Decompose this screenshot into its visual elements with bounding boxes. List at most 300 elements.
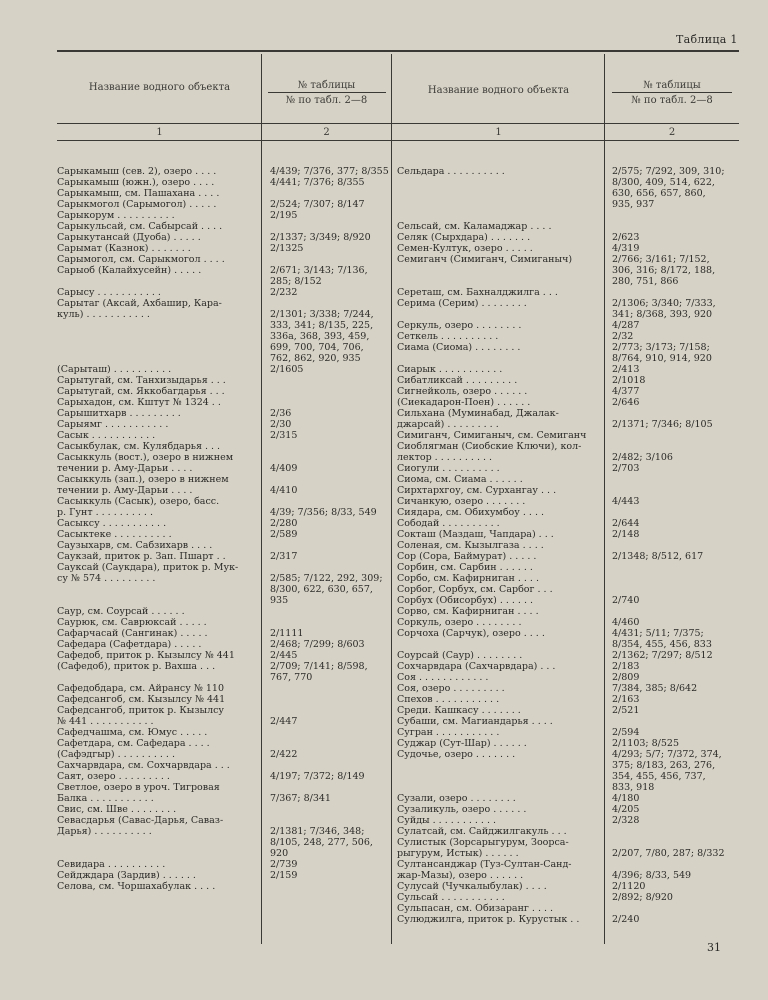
table-row xyxy=(57,760,392,771)
table-row xyxy=(57,540,392,551)
water-body-name: Сафедчашма, см. Юмус . . . . . xyxy=(57,727,208,738)
water-body-name: Сарыкутансай (Дуоба) . . . . . xyxy=(57,232,201,243)
right-entry-list xyxy=(397,166,740,925)
header-name-left: Название водного объекта xyxy=(88,82,231,93)
table-row xyxy=(57,683,392,694)
table-row xyxy=(397,397,740,408)
water-body-name: Сузали, озеро . . . . . . . . xyxy=(397,793,516,804)
water-body-name: лектор . . . . . . . . . . xyxy=(397,452,493,463)
table-row xyxy=(57,397,392,408)
water-body-name: р. Гунт . . . . . . . . . . xyxy=(57,507,153,518)
table-row xyxy=(57,848,392,859)
water-body-name: Серима (Серим) . . . . . . . . xyxy=(397,298,527,309)
water-body-name: Султансанджар (Туз-Султан-Санд- xyxy=(397,859,572,870)
water-body-name: Сорбух (Обисорбух) . . . . . . xyxy=(397,595,534,606)
table-row xyxy=(397,474,740,485)
water-body-name: Светлое, озеро в уроч. Тигровая xyxy=(57,782,220,793)
water-body-name: течении р. Аму-Дарьи . . . . xyxy=(57,485,193,496)
water-body-name: Саурюк, см. Саврюксай . . . . . xyxy=(57,617,207,628)
table-reference: 2/317 xyxy=(270,551,298,562)
water-body-name: Серкуль, озеро . . . . . . . . xyxy=(397,320,522,331)
table-row xyxy=(397,628,740,639)
table-row xyxy=(57,562,392,573)
table-reference xyxy=(270,496,392,507)
table-reference: 2/232 xyxy=(270,287,298,298)
page-number: 31 xyxy=(707,941,721,954)
table-reference xyxy=(270,738,392,749)
table-row xyxy=(397,529,740,540)
table-reference: 2/1018 xyxy=(612,375,646,386)
table-reference: 4/439; 7/376, 377; 8/355 xyxy=(270,166,389,177)
water-body-name: Сулусай (Чучкалыбулак) . . . . xyxy=(397,881,547,892)
table-reference: 2/1301; 3/338; 7/244, xyxy=(270,309,374,320)
water-body-name: Сауксай (Саукдара), приток р. Мук- xyxy=(57,562,239,573)
water-body-name: Сугран . . . . . . . . . . . xyxy=(397,727,500,738)
table-reference: 2/1348; 8/512, 617 xyxy=(612,551,704,562)
table-row xyxy=(397,903,740,914)
table-reference: 2/422 xyxy=(270,749,298,760)
table-row xyxy=(57,529,392,540)
water-body-name: куль) . . . . . . . . . . . xyxy=(57,309,150,320)
water-body-name: Сокташ (Маздаш, Чапдара) . . . xyxy=(397,529,554,540)
table-row xyxy=(57,474,392,485)
table-reference: 2/703 xyxy=(612,463,640,474)
table-row xyxy=(57,452,392,463)
table-row xyxy=(57,727,392,738)
table-reference: 2/766; 3/161; 7/152, xyxy=(612,254,710,265)
water-body-name: Суджар (Сут-Шар) . . . . . . xyxy=(397,738,527,749)
water-body-name: Сафедоб, приток р. Кызылсу № 441 xyxy=(57,650,235,661)
table-reference: 2/1306; 3/340; 7/333, xyxy=(612,298,716,309)
table-row xyxy=(397,419,740,430)
table-row xyxy=(57,661,392,672)
table-row xyxy=(397,430,740,441)
water-body-name xyxy=(57,672,257,683)
table-row xyxy=(397,265,740,276)
water-body-name: (Сиекадарон-Поен) . . . . . . xyxy=(397,397,531,408)
table-row xyxy=(397,584,740,595)
table-row xyxy=(397,496,740,507)
table-row xyxy=(397,639,740,650)
table-row xyxy=(397,694,740,705)
table-reference xyxy=(612,210,740,221)
table-row xyxy=(397,595,740,606)
table-reference: 2/413 xyxy=(612,364,640,375)
water-body-name: Свис, см. Шве . . . . . . . . xyxy=(57,804,177,815)
table-reference: 2/594 xyxy=(612,727,640,738)
table-row xyxy=(57,837,392,848)
water-body-name: Субаши, см. Магиандарья . . . . xyxy=(397,716,553,727)
table-row xyxy=(57,375,392,386)
table-row xyxy=(57,485,392,496)
table-reference: 2/739 xyxy=(270,859,298,870)
table-reference: 8/300, 409, 514, 622, xyxy=(612,177,715,188)
table-row xyxy=(57,518,392,529)
water-body-name: № 441 . . . . . . . . . . . xyxy=(57,716,154,727)
table-reference: 7/384, 385; 8/642 xyxy=(612,683,698,694)
table-reference: 2/1103; 8/525 xyxy=(612,738,680,749)
table-reference: 920 xyxy=(270,848,289,859)
table-row xyxy=(57,826,392,837)
water-body-name: Сарыоб (Калайхусейн) . . . . . xyxy=(57,265,202,276)
table-reference: 4/287 xyxy=(612,320,640,331)
water-body-name: Сарышитхарв . . . . . . . . . xyxy=(57,408,181,419)
table-reference xyxy=(612,562,740,573)
table-row xyxy=(397,551,740,562)
water-body-name: Сарыкамыш, см. Пашахана . . . . xyxy=(57,188,220,199)
table-row xyxy=(397,804,740,815)
table-row xyxy=(397,749,740,760)
table-row xyxy=(397,540,740,551)
water-body-name: Сарымогол, см. Сарыкмогол . . . . xyxy=(57,254,225,265)
table-row xyxy=(57,815,392,826)
table-reference xyxy=(270,606,392,617)
table-reference: 8/354, 455, 456, 833 xyxy=(612,639,712,650)
table-row xyxy=(57,595,392,606)
water-body-name xyxy=(57,276,257,287)
header-number-right-line2: № по табл. 2—8 xyxy=(631,95,713,106)
water-body-name xyxy=(397,782,600,793)
table-reference xyxy=(270,188,392,199)
water-body-name: Сасыксу . . . . . . . . . . . xyxy=(57,518,167,529)
water-body-name xyxy=(397,177,600,188)
table-reference xyxy=(270,221,392,232)
table-reference: 4/410 xyxy=(270,485,298,496)
water-body-name: Саукзай, приток р. Зап. Пшарт . . xyxy=(57,551,226,562)
water-body-name: Сиарык . . . . . . . . . . . xyxy=(397,364,503,375)
table-row xyxy=(57,166,392,177)
table-reference: 354, 455, 456, 737, xyxy=(612,771,706,782)
table-reference xyxy=(270,562,392,573)
water-body-name: Семен-Култук, озеро . . . . . xyxy=(397,243,533,254)
header-number-left-line2: № по табл. 2—8 xyxy=(285,95,368,106)
table-reference: 333, 341; 8/135, 225, xyxy=(270,320,374,331)
water-body-name: Соркуль, озеро . . . . . . . . xyxy=(397,617,522,628)
table-reference: 2/468; 7/299; 8/603 xyxy=(270,639,365,650)
header-number-right-line1: № таблицы xyxy=(643,80,701,91)
table-row xyxy=(397,738,740,749)
table-reference xyxy=(612,287,740,298)
table-reference xyxy=(612,903,740,914)
table-row xyxy=(397,507,740,518)
table-reference: 8/105, 248, 277, 506, xyxy=(270,837,373,848)
table-row xyxy=(397,177,740,188)
table-row xyxy=(397,441,740,452)
table-reference xyxy=(612,837,740,848)
table-reference: 2/328 xyxy=(612,815,640,826)
table-reference xyxy=(270,727,392,738)
table-reference: 2/148 xyxy=(612,529,640,540)
table-reference xyxy=(612,716,740,727)
table-row xyxy=(57,650,392,661)
water-body-name: Сарытаг (Аксай, Ахбашир, Кара- xyxy=(57,298,222,309)
water-body-name: Соленая, см. Кызылгаза . . . . xyxy=(397,540,544,551)
table-reference: 2/1605 xyxy=(270,364,304,375)
table-row xyxy=(57,287,392,298)
water-body-name: Сасыккуль (зап.), озеро в нижнем xyxy=(57,474,229,485)
water-body-name: Соя . . . . . . . . . . . . xyxy=(397,672,489,683)
table-reference xyxy=(270,694,392,705)
water-body-name xyxy=(397,353,600,364)
table-row xyxy=(57,364,392,375)
water-body-name: Сиоблягман (Сиобские Ключи), кол- xyxy=(397,441,582,452)
table-reference: 2/1111 xyxy=(270,628,304,639)
header-number-left-subrule xyxy=(268,92,386,93)
table-row xyxy=(57,804,392,815)
table-reference: 2/32 xyxy=(612,331,634,342)
table-reference xyxy=(270,705,392,716)
table-row xyxy=(57,386,392,397)
table-reference: 762, 862, 920, 935 xyxy=(270,353,361,364)
table-reference: 2/1337; 3/349; 8/920 xyxy=(270,232,371,243)
water-body-name: Сарымат (Казнок) . . . . . . . xyxy=(57,243,191,254)
water-body-name: Соурсай (Саур) . . . . . . . . xyxy=(397,650,523,661)
table-reference: 699, 700, 704, 706, xyxy=(270,342,364,353)
table-row xyxy=(57,199,392,210)
water-body-name: Сиогули . . . . . . . . . . xyxy=(397,463,500,474)
table-row xyxy=(397,463,740,474)
table-row xyxy=(397,914,740,925)
table-reference: 2/575; 7/292, 309, 310; xyxy=(612,166,725,177)
water-body-name: су № 574 . . . . . . . . . xyxy=(57,573,156,584)
table-reference: 4/431; 5/11; 7/375; xyxy=(612,628,704,639)
table-row xyxy=(57,265,392,276)
table-reference: 2/207, 7/80, 287; 8/332 xyxy=(612,848,725,859)
table-reference: 336а, 368, 393, 459, xyxy=(270,331,370,342)
water-body-name xyxy=(397,276,600,287)
table-row xyxy=(397,881,740,892)
table-row xyxy=(397,243,740,254)
table-row xyxy=(397,232,740,243)
water-body-name: Среди. Кашкасу . . . . . . . xyxy=(397,705,521,716)
table-row xyxy=(57,342,392,353)
water-body-name: Сулистык (Зорсарыгурум, Зоорса- xyxy=(397,837,569,848)
table-reference: 833, 918 xyxy=(612,782,655,793)
water-body-name: (Сафедоб), приток р. Вахша . . . xyxy=(57,661,216,672)
table-row xyxy=(57,738,392,749)
table-row xyxy=(57,639,392,650)
table-row xyxy=(397,771,740,782)
table-reference xyxy=(612,430,740,441)
table-reference: 4/396; 8/33, 549 xyxy=(612,870,692,881)
water-body-name: Сарыкамыш (южн.), озеро . . . . xyxy=(57,177,215,188)
table-row xyxy=(397,485,740,496)
table-row xyxy=(57,463,392,474)
table-reference: 2/809 xyxy=(612,672,640,683)
water-body-name: Сейдждара (Зардив) . . . . . . xyxy=(57,870,196,881)
table-reference: 4/197; 7/372; 8/149 xyxy=(270,771,365,782)
table-reference: 2/445 xyxy=(270,650,298,661)
table-row xyxy=(397,342,740,353)
table-reference: 2/240 xyxy=(612,914,640,925)
water-body-name: Сарыямг . . . . . . . . . . . xyxy=(57,419,169,430)
table-row xyxy=(397,760,740,771)
table-row xyxy=(397,815,740,826)
table-row xyxy=(57,221,392,232)
table-row xyxy=(57,672,392,683)
table-row xyxy=(397,452,740,463)
water-body-name xyxy=(397,199,600,210)
column-number-1-left: 1 xyxy=(156,127,163,138)
table-reference: 2/589 xyxy=(270,529,298,540)
table-row xyxy=(57,507,392,518)
table-row xyxy=(397,188,740,199)
water-body-name: Сахчарвдара, см. Сохчарвдара . . . xyxy=(57,760,230,771)
table-reference: 630, 656, 657, 860, xyxy=(612,188,706,199)
table-reference xyxy=(270,804,392,815)
table-reference xyxy=(270,540,392,551)
water-body-name xyxy=(397,210,600,221)
table-reference: 2/1325 xyxy=(270,243,304,254)
column-number-2-right: 2 xyxy=(668,127,676,138)
table-reference: 2/36 xyxy=(270,408,292,419)
water-body-name: Сеткель . . . . . . . . . . xyxy=(397,331,499,342)
table-reference: 2/280 xyxy=(270,518,298,529)
table-reference: 2/482; 3/106 xyxy=(612,452,673,463)
table-reference xyxy=(612,221,740,232)
table-reference xyxy=(612,408,740,419)
table-row xyxy=(397,650,740,661)
table-row xyxy=(57,584,392,595)
water-body-name: Соя, озеро . . . . . . . . . xyxy=(397,683,505,694)
table-reference: 2/30 xyxy=(270,419,292,430)
table-row xyxy=(57,331,392,342)
table-row xyxy=(397,320,740,331)
table-row xyxy=(397,353,740,364)
water-body-name: Сиама (Сиома) . . . . . . . . xyxy=(397,342,521,353)
water-body-name: Сиядара, см. Обихумбоу . . . . xyxy=(397,507,545,518)
water-body-name: Сулатсай, см. Сайджилгакуль . . . xyxy=(397,826,567,837)
table-row xyxy=(397,892,740,903)
table-reference: 8/300, 622, 630, 657, xyxy=(270,584,373,595)
table-row xyxy=(397,364,740,375)
water-body-name xyxy=(57,837,257,848)
table-reference xyxy=(270,815,392,826)
table-reference: 2/1362; 7/297; 8/512 xyxy=(612,650,713,661)
water-body-name: Сарыкамыш (сев. 2), озеро . . . . xyxy=(57,166,217,177)
table-row xyxy=(57,694,392,705)
water-body-name: Сафедсангоб, см. Кызылсу № 441 xyxy=(57,694,226,705)
water-body-name: Сарытугай, см. Яккобагдарья . . . xyxy=(57,386,225,397)
column-number-2-left: 2 xyxy=(323,127,330,138)
table-label: Таблица 1 xyxy=(676,33,738,46)
table-reference: 4/319 xyxy=(612,243,640,254)
water-body-name xyxy=(57,331,257,342)
table-row xyxy=(397,408,740,419)
water-body-name: Сельдара . . . . . . . . . . xyxy=(397,166,505,177)
water-body-name: Селяк (Сырхдара) . . . . . . . xyxy=(397,232,531,243)
column-number-top-rule xyxy=(57,123,739,124)
table-reference: 2/195 xyxy=(270,210,298,221)
table-row xyxy=(397,716,740,727)
water-body-name: Саузыхарв, см. Сабзихарв . . . . xyxy=(57,540,213,551)
table-reference: 2/163 xyxy=(612,694,640,705)
table-reference xyxy=(612,859,740,870)
water-body-name xyxy=(57,342,257,353)
water-body-name: Сорбин, см. Сарбин . . . . . . xyxy=(397,562,533,573)
water-body-name: Сарыкульсай, см. Сабырсай . . . . xyxy=(57,221,223,232)
table-row xyxy=(57,298,392,309)
water-body-name: Сульсай . . . . . . . . . . . xyxy=(397,892,505,903)
table-reference xyxy=(612,441,740,452)
water-body-name xyxy=(397,760,600,771)
table-row xyxy=(57,276,392,287)
table-row xyxy=(397,782,740,793)
table-row xyxy=(397,166,740,177)
table-reference: 2/1120 xyxy=(612,881,646,892)
table-reference xyxy=(612,507,740,518)
water-body-name: Сереташ, см. Бахналджилга . . . xyxy=(397,287,558,298)
water-body-name xyxy=(57,353,257,364)
table-reference xyxy=(270,254,392,265)
water-body-name: Сигнейколь, озеро . . . . . . xyxy=(397,386,528,397)
table-row xyxy=(57,793,392,804)
water-body-name xyxy=(57,595,257,606)
table-row xyxy=(57,496,392,507)
water-body-name: Севасдарья (Савас-Дарья, Саваз- xyxy=(57,815,224,826)
table-row xyxy=(57,771,392,782)
table-row xyxy=(57,254,392,265)
water-body-name: Сасыктеке . . . . . . . . . . xyxy=(57,529,172,540)
water-body-name: Сорбо, см. Кафирниган . . . . xyxy=(397,573,539,584)
table-reference: 935, 937 xyxy=(612,199,655,210)
water-body-name: Спехов . . . . . . . . . . . xyxy=(397,694,500,705)
table-reference: 285; 8/152 xyxy=(270,276,322,287)
water-body-name: жар-Мазы), озеро . . . . . . xyxy=(397,870,524,881)
table-row xyxy=(397,221,740,232)
table-row xyxy=(397,276,740,287)
water-body-name: Сорбог, Сорбух, см. Сарбог . . . xyxy=(397,584,553,595)
water-body-name: Сафарчасай (Сангинак) . . . . . xyxy=(57,628,208,639)
table-reference: 2/315 xyxy=(270,430,298,441)
table-row xyxy=(397,672,740,683)
water-body-name: Сильхана (Муминабад, Джалак- xyxy=(397,408,559,419)
table-row xyxy=(397,606,740,617)
table-reference: 2/1371; 7/346; 8/105 xyxy=(612,419,713,430)
water-body-name: Сарысу . . . . . . . . . . . xyxy=(57,287,161,298)
table-reference xyxy=(270,881,392,892)
water-body-name: Семиганч (Симиганч, Симиганыч) xyxy=(397,254,573,265)
table-row xyxy=(57,606,392,617)
water-body-name: Суйды . . . . . . . . . . . xyxy=(397,815,497,826)
table-row xyxy=(397,617,740,628)
table-reference: 935 xyxy=(270,595,289,606)
table-reference: 2/585; 7/122, 292, 309; xyxy=(270,573,383,584)
table-row xyxy=(57,870,392,881)
table-row xyxy=(57,628,392,639)
table-row xyxy=(57,551,392,562)
table-row xyxy=(397,793,740,804)
table-row xyxy=(397,727,740,738)
table-reference: 4/441; 7/376; 8/355 xyxy=(270,177,365,188)
table-reference: 4/409 xyxy=(270,463,298,474)
table-row xyxy=(397,254,740,265)
water-body-name: течении р. Аму-Дарьи . . . . xyxy=(57,463,193,474)
water-body-name: джарсай) . . . . . . . . . xyxy=(397,419,499,430)
table-row xyxy=(397,331,740,342)
table-row xyxy=(397,859,740,870)
water-body-name: Сибатликсай . . . . . . . . . xyxy=(397,375,518,386)
table-row xyxy=(57,705,392,716)
table-reference: 4/293; 5/7; 7/372, 374, xyxy=(612,749,722,760)
table-reference: 2/524; 7/307; 8/147 xyxy=(270,199,365,210)
water-body-name: Севидара . . . . . . . . . . xyxy=(57,859,166,870)
table-row xyxy=(57,188,392,199)
water-body-name: Сохчарвдара (Сахчарвдара) . . . xyxy=(397,661,556,672)
table-reference: 2/1381; 7/346, 348; xyxy=(270,826,365,837)
water-body-name: Сарыхадон, см. Кштут № 1324 . . xyxy=(57,397,221,408)
table-row xyxy=(57,177,392,188)
